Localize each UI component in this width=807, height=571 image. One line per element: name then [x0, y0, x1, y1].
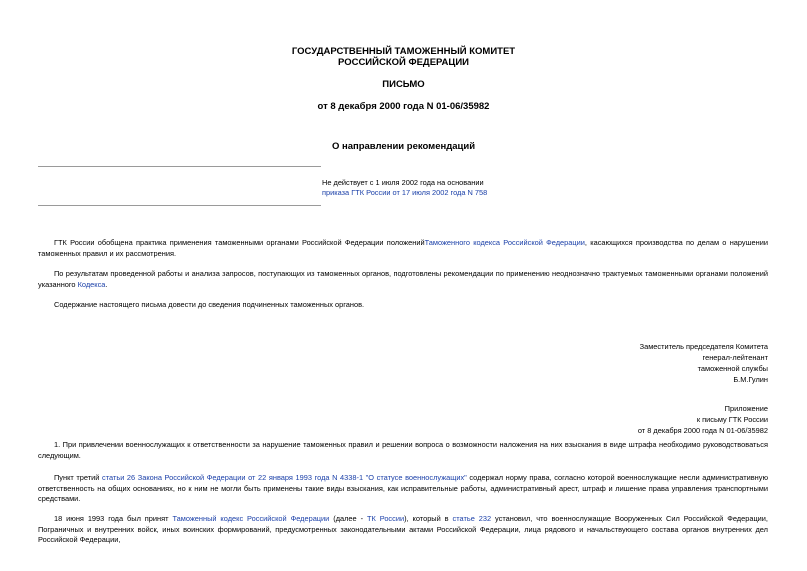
org-name-line2: РОССИЙСКОЙ ФЕДЕРАЦИИ	[337, 57, 469, 68]
document-title: О направлении рекомендаций	[331, 141, 476, 152]
tk-russia-link[interactable]: ТК России	[366, 514, 405, 523]
section-1-p2-text-a: Пункт третий	[54, 473, 103, 482]
article-232-link[interactable]: статье 232	[452, 514, 492, 523]
appendix-block	[638, 403, 768, 436]
document-type: ПИСЬМО	[382, 79, 425, 90]
signature-service: таможенной службы	[697, 364, 768, 373]
document-date: от 8 декабря 2000 года N 01-06/35982	[317, 101, 490, 112]
paragraph-1-text-a: ГТК России обобщена практика применения таможенными органами Российской Федерации положений	[54, 238, 425, 247]
section-1-p2-text-b: содержал норму права, согласно которой военнослужащие несли административную ответственность на общих основаниях, но к ним не могли быть применены такие виды взыскания, как исправительные работы, административный арест, штраф и лишение права управления транспортными средствами.	[38, 473, 768, 503]
paragraph-2-text-a: По результатам проведенной работы и анализа запросов, поступающих из таможенных органов, подготовлены рекомендации по применению неоднозначно трактуемых таможенными органами положений указанного	[38, 269, 768, 289]
appendix-date: от 8 декабря 2000 года N 01-06/35982	[637, 426, 768, 435]
paragraph-2-text-b: .	[105, 279, 108, 289]
section-1-paragraph-2	[38, 473, 768, 505]
status-note: Не действует с 1 июля 2002 года на основании	[322, 178, 484, 187]
section-1-intro: 1. При привлечении военнослужащих к ответственности за нарушение таможенных правил и решении вопроса о возможности наложения на них взыскания в виде штрафа необходимо руководствоваться следующим.	[38, 440, 768, 460]
paragraph-2	[38, 269, 768, 290]
military-status-law-link[interactable]: статьи 26 Закона Российской Федерации от 22 января 1993 года N 4338-1 "О статусе военнослужащих"	[102, 473, 467, 482]
separator-bottom	[38, 205, 321, 206]
signature-block	[640, 341, 768, 385]
status-note-link[interactable]: приказа ГТК России от 17 июля 2002 года N 758	[322, 188, 488, 197]
section-1-paragraph-3	[38, 514, 768, 546]
signature-position: Заместитель председателя Комитета	[639, 342, 768, 351]
section-1-p3-text-a: 18 июня 1993 года был принят	[54, 514, 173, 523]
separator-top	[38, 166, 321, 167]
code-link[interactable]: Кодекса	[77, 279, 106, 289]
paragraph-1-text-b: , касающихся производства по делам о нарушении таможенных правил и их рассмотрения.	[38, 238, 768, 258]
section-1-p3-text-c: ), который в	[404, 514, 453, 523]
paragraph-3: Содержание настоящего письма довести до сведения подчиненных таможенных органов.	[54, 300, 365, 309]
org-name-line1: ГОСУДАРСТВЕННЫЙ ТАМОЖЕННЫЙ КОМИТЕТ	[291, 46, 516, 57]
section-1-p3-text-b: (далее -	[329, 514, 367, 523]
customs-code-link[interactable]: Таможенного кодекса Российской Федерации	[424, 238, 585, 247]
signature-rank: генерал-лейтенант	[702, 353, 768, 362]
customs-code-link-2[interactable]: Таможенный кодекс Российской Федерации	[172, 514, 330, 523]
appendix-title: Приложение	[724, 404, 768, 413]
section-1-p3-text-d: установил, что военнослужащие Вооруженных Сил Российской Федерации, Пограничных и внутренних войск, иных воинских формирований, предусмотренных законодательными актами Российской Федерации, лица рядового и начальствующего состава органов внутренних дел Российской Федерации,	[38, 514, 768, 544]
signature-name: Б.М.Гулин	[733, 375, 768, 384]
appendix-reference: к письму ГТК России	[696, 415, 768, 424]
paragraph-1	[38, 238, 768, 259]
